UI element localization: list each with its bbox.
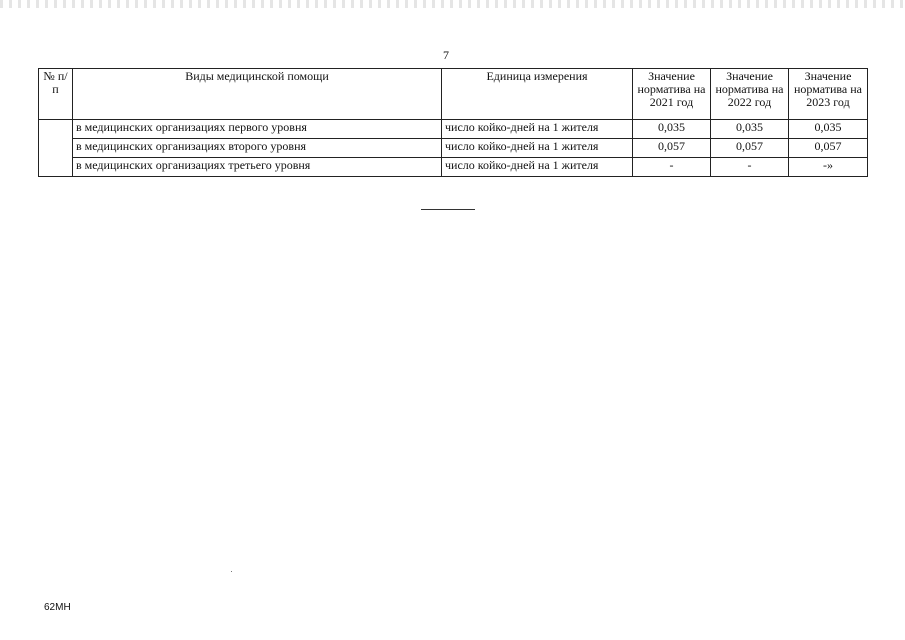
unit-cell: число койко-дней на 1 жителя [442, 139, 633, 158]
header-unit: Единица измерения [442, 69, 633, 120]
scan-speck [231, 571, 232, 572]
care-type-cell: в медицинских организациях второго уровня [73, 139, 442, 158]
value-2021-cell: 0,035 [633, 120, 711, 139]
scan-edge-noise [0, 0, 905, 8]
section-separator-line [421, 209, 475, 210]
unit-cell: число койко-дней на 1 жителя [442, 158, 633, 177]
value-2022-cell: 0,035 [711, 120, 789, 139]
header-value-2023: Значение норматива на 2023 год [789, 69, 868, 120]
page-number: 7 [443, 48, 449, 62]
header-value-2022: Значение норматива на 2022 год [711, 69, 789, 120]
table-row [39, 120, 868, 139]
value-2022-cell: 0,057 [711, 139, 789, 158]
table-header-row [39, 69, 868, 120]
norms-table [38, 68, 868, 177]
value-2023-cell: 0,035 [789, 120, 868, 139]
value-2022-cell: - [711, 158, 789, 177]
header-care-type: Виды медицинской помощи [73, 69, 442, 120]
document-code: 62МН [44, 602, 71, 613]
value-2023-cell: -» [789, 158, 868, 177]
value-2021-cell: - [633, 158, 711, 177]
care-type-cell: в медицинских организациях третьего уровня [73, 158, 442, 177]
value-2023-cell: 0,057 [789, 139, 868, 158]
row-num-cell [39, 120, 73, 177]
table-row [39, 158, 868, 177]
care-type-cell: в медицинских организациях первого уровня [73, 120, 442, 139]
value-2021-cell: 0,057 [633, 139, 711, 158]
header-value-2021: Значение норматива на 2021 год [633, 69, 711, 120]
unit-cell: число койко-дней на 1 жителя [442, 120, 633, 139]
header-num: № п/п [39, 69, 73, 120]
table-row [39, 139, 868, 158]
